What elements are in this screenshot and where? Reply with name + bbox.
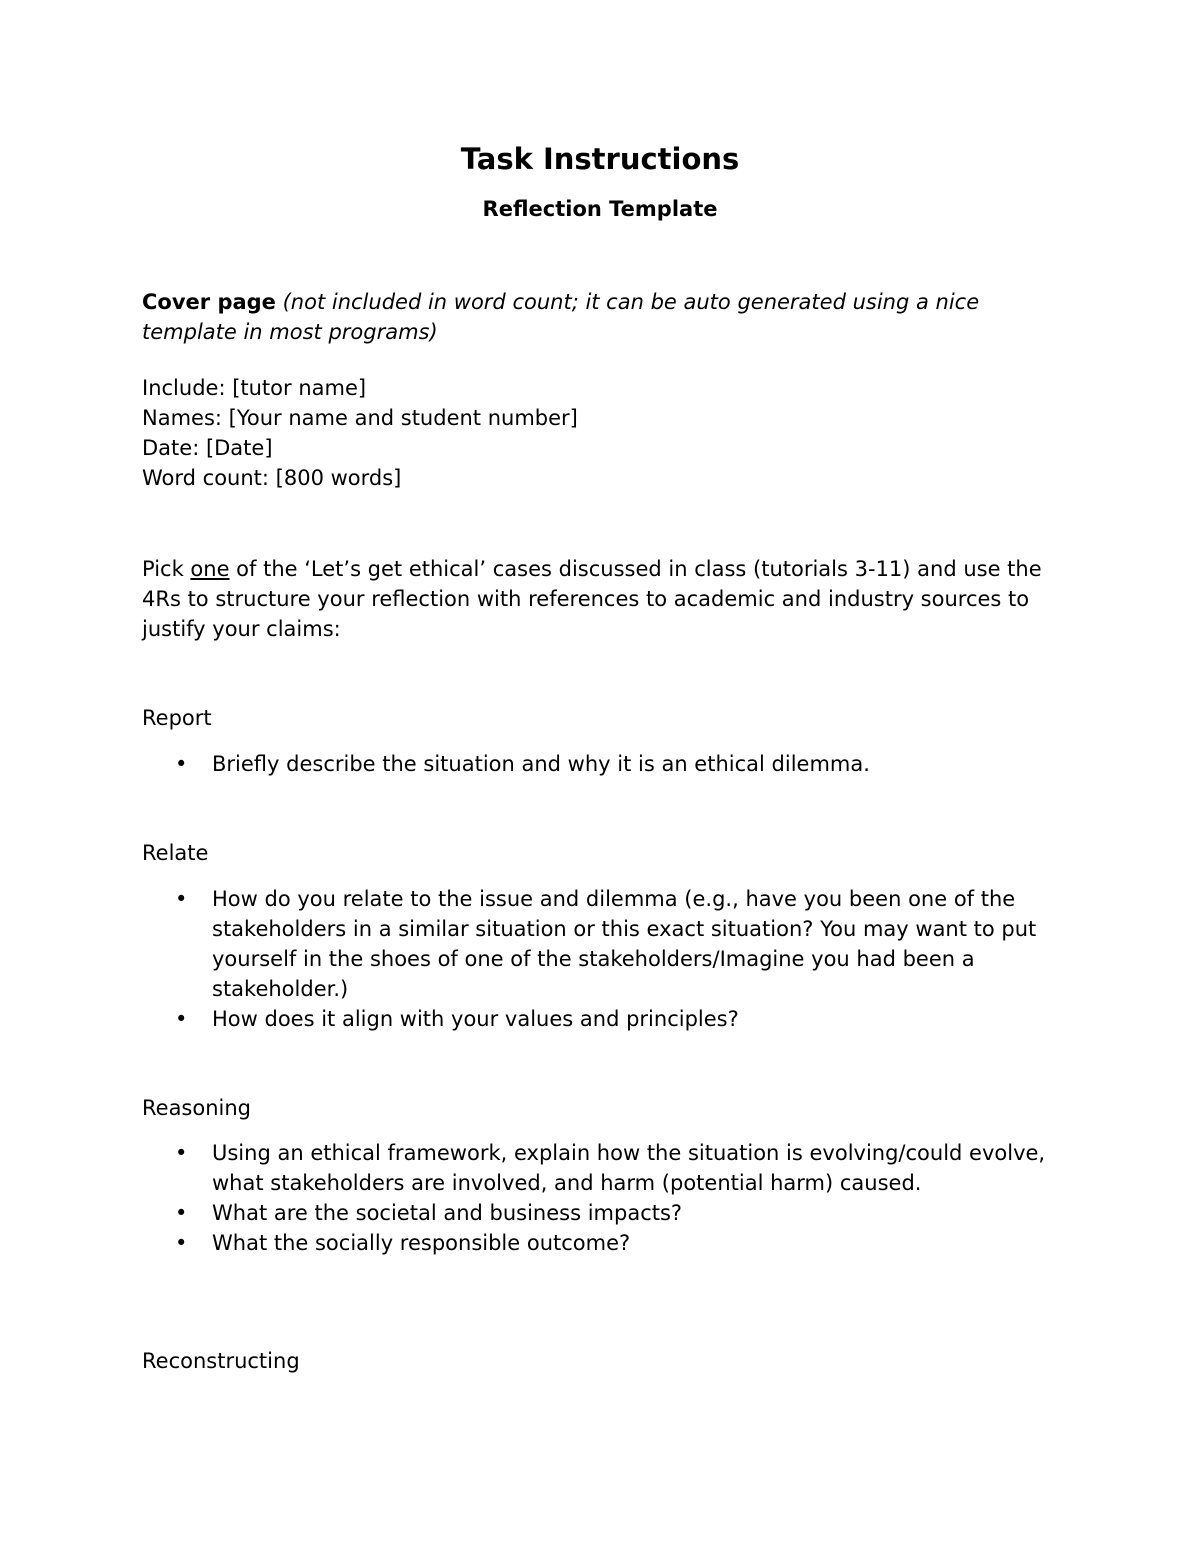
intro-before: Pick bbox=[142, 557, 191, 581]
section-heading-reasoning: Reasoning bbox=[142, 1096, 252, 1120]
cover-page-label: Cover page bbox=[142, 290, 276, 314]
field-word-count: Word count: [800 words] bbox=[142, 466, 402, 490]
bullet-icon: • bbox=[175, 1231, 188, 1255]
list-item-text: How do you relate to the issue and dilemma (e.g., have you been one of the stakeholders in a similar situation or this exact situation? You may want to put yourself in the shoes of one of the stakeholders/Imagine you had been a stakeholder.) bbox=[212, 887, 1037, 1001]
section-heading-relate: Relate bbox=[142, 841, 209, 865]
bullet-icon: • bbox=[175, 1201, 188, 1225]
list-item-text: What the socially responsible outcome? bbox=[212, 1231, 631, 1255]
list-item bbox=[142, 1228, 1062, 1258]
intro-paragraph bbox=[142, 554, 1062, 644]
document-subtitle: Reflection Template bbox=[482, 197, 718, 221]
section-heading-reconstructing: Reconstructing bbox=[142, 1349, 300, 1373]
list-item bbox=[142, 1004, 1062, 1034]
bullet-icon: • bbox=[175, 1007, 188, 1031]
report-list bbox=[142, 749, 1062, 779]
list-item-text: Briefly describe the situation and why it is an ethical dilemma. bbox=[212, 752, 870, 776]
list-item-text: Using an ethical framework, explain how the situation is evolving/could evolve, what stakeholders are involved, and harm (potential harm) caused. bbox=[212, 1141, 1046, 1195]
list-item-text: How does it align with your values and principles? bbox=[212, 1007, 739, 1031]
field-date: Date: [Date] bbox=[142, 436, 273, 460]
list-item bbox=[142, 749, 1062, 779]
document-title: Task Instructions bbox=[460, 142, 740, 176]
cover-page-note: (not included in word count; it can be auto generated using a nice template in most programs) bbox=[142, 290, 980, 344]
cover-fields bbox=[142, 373, 1062, 493]
reasoning-list bbox=[142, 1138, 1062, 1258]
relate-list bbox=[142, 884, 1062, 1034]
list-item-text: What are the societal and business impacts? bbox=[212, 1201, 683, 1225]
list-item bbox=[142, 1198, 1062, 1228]
list-item bbox=[142, 884, 1062, 1004]
intro-emphasis: one bbox=[190, 557, 230, 581]
field-names: Names: [Your name and student number] bbox=[142, 406, 578, 430]
list-item bbox=[142, 1138, 1062, 1198]
field-include: Include: [tutor name] bbox=[142, 376, 367, 400]
bullet-icon: • bbox=[175, 1141, 188, 1165]
intro-after: of the ‘Let’s get ethical’ cases discussed in class (tutorials 3-11) and use the 4Rs to structure your reflection with references to academic and industry sources to justify your claims: bbox=[142, 557, 1042, 641]
cover-page-heading bbox=[142, 287, 1062, 347]
section-heading-report: Report bbox=[142, 706, 212, 730]
bullet-icon: • bbox=[175, 887, 188, 911]
bullet-icon: • bbox=[175, 752, 188, 776]
